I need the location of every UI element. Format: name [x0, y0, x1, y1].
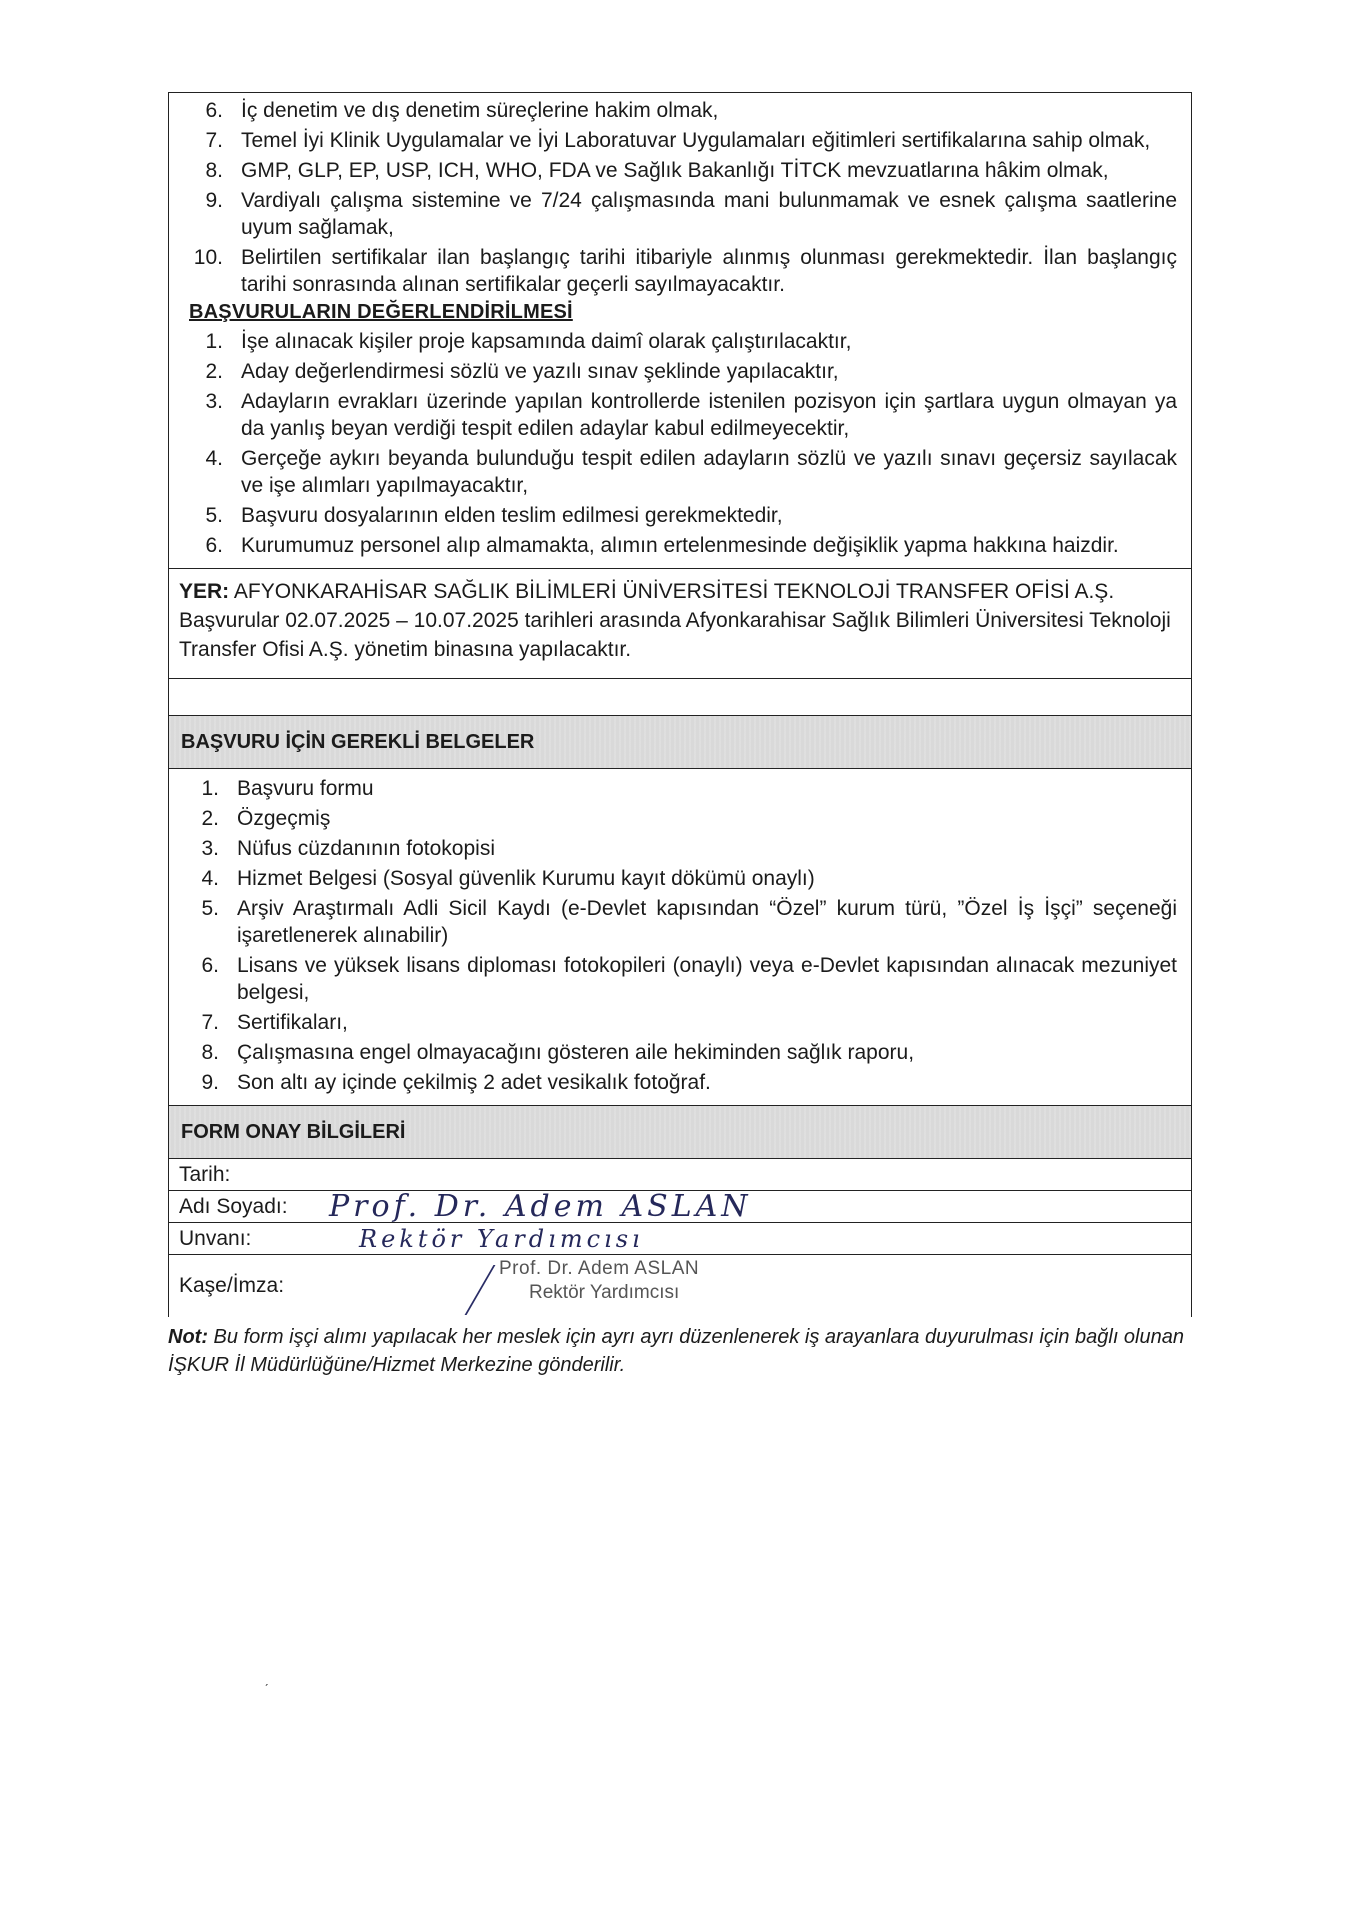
item-text: Hizmet Belgesi (Sosyal güvenlik Kurumu kayıt dökümü onaylı) — [237, 867, 815, 890]
stamp-name: Prof. Dr. Adem ASLAN — [499, 1258, 700, 1279]
item-text: Adayların evrakları üzerinde yapılan kontrollerde istenilen pozisyon için şartlara uygun olmayan ya da yanlış beyan verdiği tespit edilen adaylar kabul edilmeyecektir, — [241, 390, 1177, 440]
item-number: 8. — [201, 1041, 219, 1064]
scan-mark: ˏ — [264, 1670, 269, 1686]
documents-heading: BAŞVURU İÇİN GEREKLİ BELGELER — [168, 715, 1192, 768]
documents-list — [179, 775, 1181, 1096]
item-text: Lisans ve yüksek lisans diploması fotokopileri (onaylı) veya e-Devlet kapısından alınacak mezuniyet belgesi, — [237, 954, 1177, 1004]
list-item — [179, 445, 1181, 499]
item-number: 8. — [205, 159, 223, 182]
name-label: Adı Soyadı: — [179, 1194, 288, 1218]
item-text: Başvuru formu — [237, 777, 374, 800]
stamp-row — [169, 1254, 1191, 1317]
item-number: 5. — [205, 504, 223, 527]
list-item — [179, 1009, 1181, 1036]
note-label: Not: — [168, 1326, 208, 1348]
date-label: Tarih: — [179, 1162, 231, 1186]
approval-table — [168, 1158, 1192, 1317]
date-row — [169, 1159, 1191, 1190]
item-text: İç denetim ve dış denetim süreçlerine hakim olmak, — [241, 99, 719, 122]
item-text: İşe alınacak kişiler proje kapsamında daimî olarak çalıştırılacaktır, — [241, 330, 852, 353]
list-item — [179, 865, 1181, 892]
list-item — [179, 1069, 1181, 1096]
list-item — [179, 388, 1181, 442]
item-text: Gerçeğe aykırı beyanda bulunduğu tespit edilen adayların sözlü ve yazılı sınavı geçersiz sayılacak ve işe alımları yapılmayacaktır, — [241, 447, 1177, 497]
item-text: Çalışmasına engel olmayacağını gösteren aile hekiminden sağlık raporu, — [237, 1041, 915, 1064]
item-text: Arşiv Araştırmalı Adli Sicil Kaydı (e-Devlet kapısından “Özel” kurum türü, ”Özel İş İşçi” seçeneği işaretlenerek alınabilir) — [237, 897, 1177, 947]
item-text: GMP, GLP, EP, USP, ICH, WHO, FDA ve Sağlık Bakanlığı TİTCK mevzuatlarına hâkim olmak, — [241, 159, 1109, 182]
item-text: Aday değerlendirmesi sözlü ve yazılı sınav şeklinde yapılacaktır, — [241, 360, 839, 383]
item-text: Son altı ay içinde çekilmiş 2 adet vesikalık fotoğraf. — [237, 1071, 711, 1094]
list-item — [179, 358, 1181, 385]
item-number: 6. — [201, 954, 219, 977]
item-text: Sertifikaları, — [237, 1011, 348, 1034]
item-text: Belirtilen sertifikalar ilan başlangıç tarihi itibariyle alınmış olunması gerekmektedir. İlan başlangıç tarihi sonrasında alınan sertifikalar geçerli sayılmayacaktır. — [241, 246, 1177, 296]
item-number: 7. — [205, 129, 223, 152]
item-number: 4. — [201, 867, 219, 890]
item-number: 4. — [205, 447, 223, 470]
requirements-section — [168, 92, 1192, 568]
documents-section — [168, 768, 1192, 1105]
list-item — [179, 187, 1181, 241]
list-item — [179, 835, 1181, 862]
item-number: 9. — [205, 189, 223, 212]
location-label: YER: — [179, 580, 230, 603]
item-text: Kurumumuz personel alıp almamakta, alımın ertelenmesinde değişiklik yapma hakkına haizdir. — [241, 534, 1119, 557]
item-number: 6. — [205, 534, 223, 557]
item-text: Temel İyi Klinik Uygulamalar ve İyi Laboratuvar Uygulamaları eğitimleri sertifikalarına sahip olmak, — [241, 129, 1151, 152]
list-item — [179, 805, 1181, 832]
list-item — [179, 502, 1181, 529]
list-item — [179, 532, 1181, 559]
item-number: 7. — [201, 1011, 219, 1034]
location-value: AFYONKARAHİSAR SAĞLIK BİLİMLERİ ÜNİVERSİTESİ TEKNOLOJİ TRANSFER OFİSİ A.Ş. — [233, 580, 1115, 603]
item-text: Özgeçmiş — [237, 807, 331, 830]
item-number: 5. — [201, 897, 219, 920]
item-number: 2. — [205, 360, 223, 383]
name-handwritten: Prof. Dr. Adem ASLAN — [329, 1189, 752, 1224]
item-number: 10. — [193, 246, 223, 269]
list-item — [179, 328, 1181, 355]
official-stamp — [499, 1257, 699, 1305]
stamp-title: Rektör Yardımcısı — [529, 1282, 680, 1303]
item-number: 3. — [205, 390, 223, 413]
location-text: Başvurular 02.07.2025 – 10.07.2025 tarihleri arasında Afyonkarahisar Sağlık Bilimleri Üniversitesi Teknoloji Transfer Ofisi A.Ş. yönetim binasına yapılacaktır. — [179, 609, 1171, 661]
title-label: Unvanı: — [179, 1226, 252, 1250]
requirements-list — [179, 97, 1181, 298]
item-number: 1. — [205, 330, 223, 353]
note-text: Bu form işçi alımı yapılacak her meslek için ayrı ayrı düzenlenerek iş arayanlara duyurulması için bağlı olunan İŞKUR İl Müdürlüğüne/Hizmet Merkezine gönderilir. — [168, 1326, 1184, 1376]
list-item — [179, 244, 1181, 298]
list-item — [179, 97, 1181, 124]
list-item — [179, 775, 1181, 802]
list-item — [179, 157, 1181, 184]
form-sheet — [168, 92, 1192, 1379]
item-text: Başvuru dosyalarının elden teslim edilmesi gerekmektedir, — [241, 504, 783, 527]
item-text: Vardiyalı çalışma sistemine ve 7/24 çalışmasında mani bulunmamak ve esnek çalışma saatlerine uyum sağlamak, — [241, 189, 1177, 239]
name-row — [169, 1190, 1191, 1222]
approval-heading: FORM ONAY BİLGİLERİ — [168, 1105, 1192, 1158]
item-number: 6. — [205, 99, 223, 122]
evaluation-list — [179, 328, 1181, 559]
list-item — [179, 895, 1181, 949]
item-number: 2. — [201, 807, 219, 830]
evaluation-heading: BAŞVURULARIN DEĞERLENDİRİLMESİ — [189, 301, 573, 323]
list-item — [179, 952, 1181, 1006]
footnote — [168, 1323, 1192, 1379]
item-text: Nüfus cüzdanının fotokopisi — [237, 837, 495, 860]
list-item — [179, 1039, 1181, 1066]
stamp-label: Kaşe/İmza: — [179, 1274, 285, 1297]
item-number: 9. — [201, 1071, 219, 1094]
title-row — [169, 1222, 1191, 1254]
title-handwritten: Rektör Yardımcısı — [359, 1224, 644, 1253]
location-line — [179, 577, 1181, 606]
item-number: 3. — [201, 837, 219, 860]
list-item — [179, 127, 1181, 154]
item-number: 1. — [201, 777, 219, 800]
location-section — [168, 568, 1192, 678]
spacer-row — [168, 678, 1192, 715]
